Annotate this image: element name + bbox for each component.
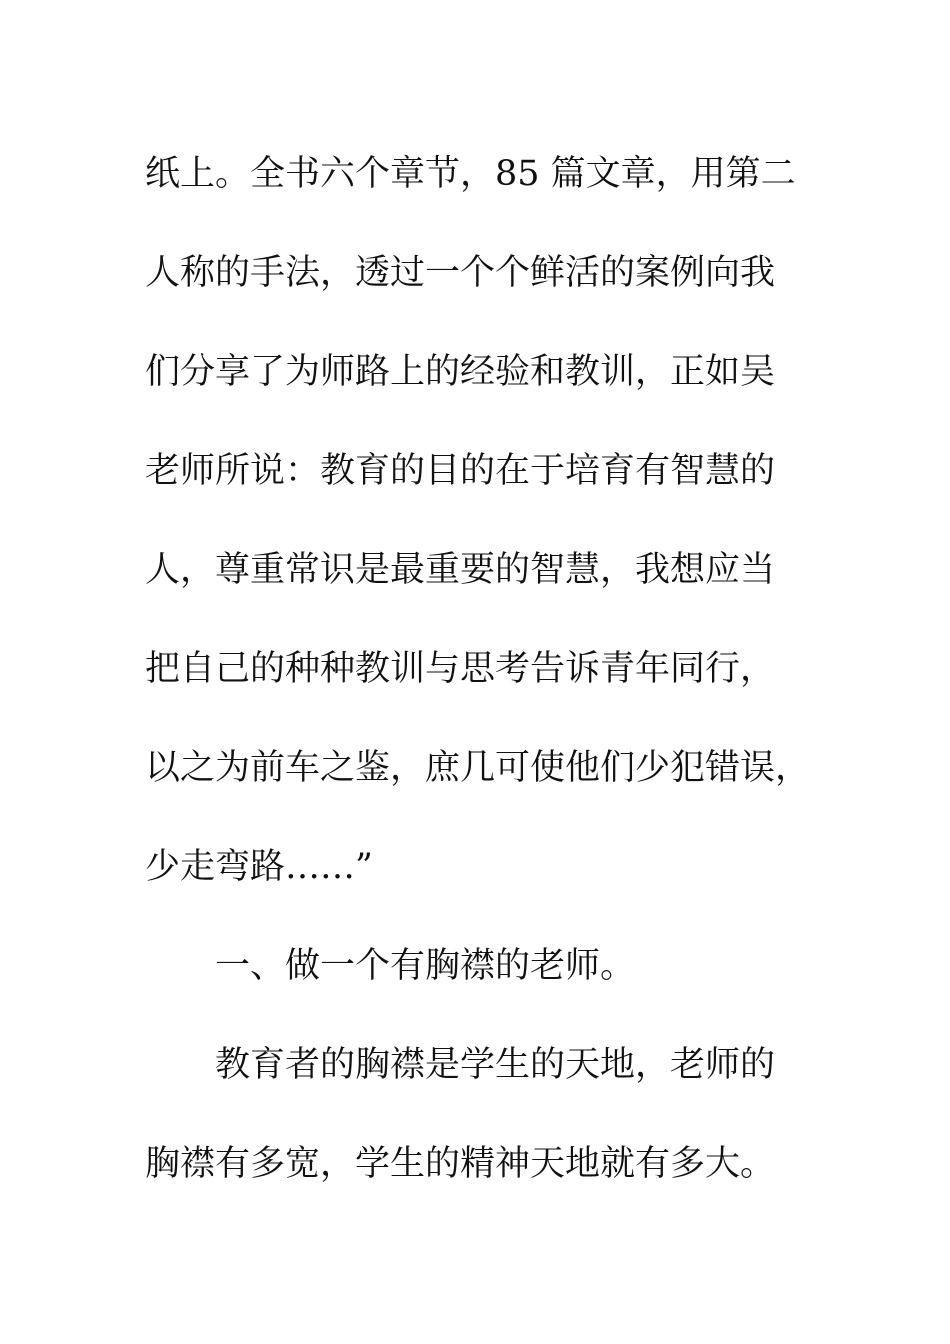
text-line-8: 少走弯路……” xyxy=(145,847,373,887)
text-line-7: 以之为前车之鉴，庶几可使他们少犯错误， xyxy=(145,748,811,788)
text-line-4: 老师所说：教育的目的在于培育有智慧的 xyxy=(145,451,776,491)
section-heading: 一、做一个有胸襟的老师。 xyxy=(215,946,636,986)
text-line-3: 们分享了为师路上的经验和教训，正如吴 xyxy=(145,352,776,392)
text-line-6: 把自己的种种教训与思考告诉青年同行， xyxy=(145,649,776,689)
text-line-2: 人称的手法，透过一个个鲜活的案例向我 xyxy=(145,253,776,293)
text-line-11: 胸襟有多宽，学生的精神天地就有多大。 xyxy=(145,1144,776,1184)
body-text xyxy=(145,125,825,1214)
text-line-1: 纸上。全书六个章节，85 篇文章，用第二 xyxy=(145,154,796,194)
text-line-10: 教育者的胸襟是学生的天地，老师的 xyxy=(215,1045,776,1085)
text-line-5: 人，尊重常识是最重要的智慧，我想应当 xyxy=(145,550,776,590)
